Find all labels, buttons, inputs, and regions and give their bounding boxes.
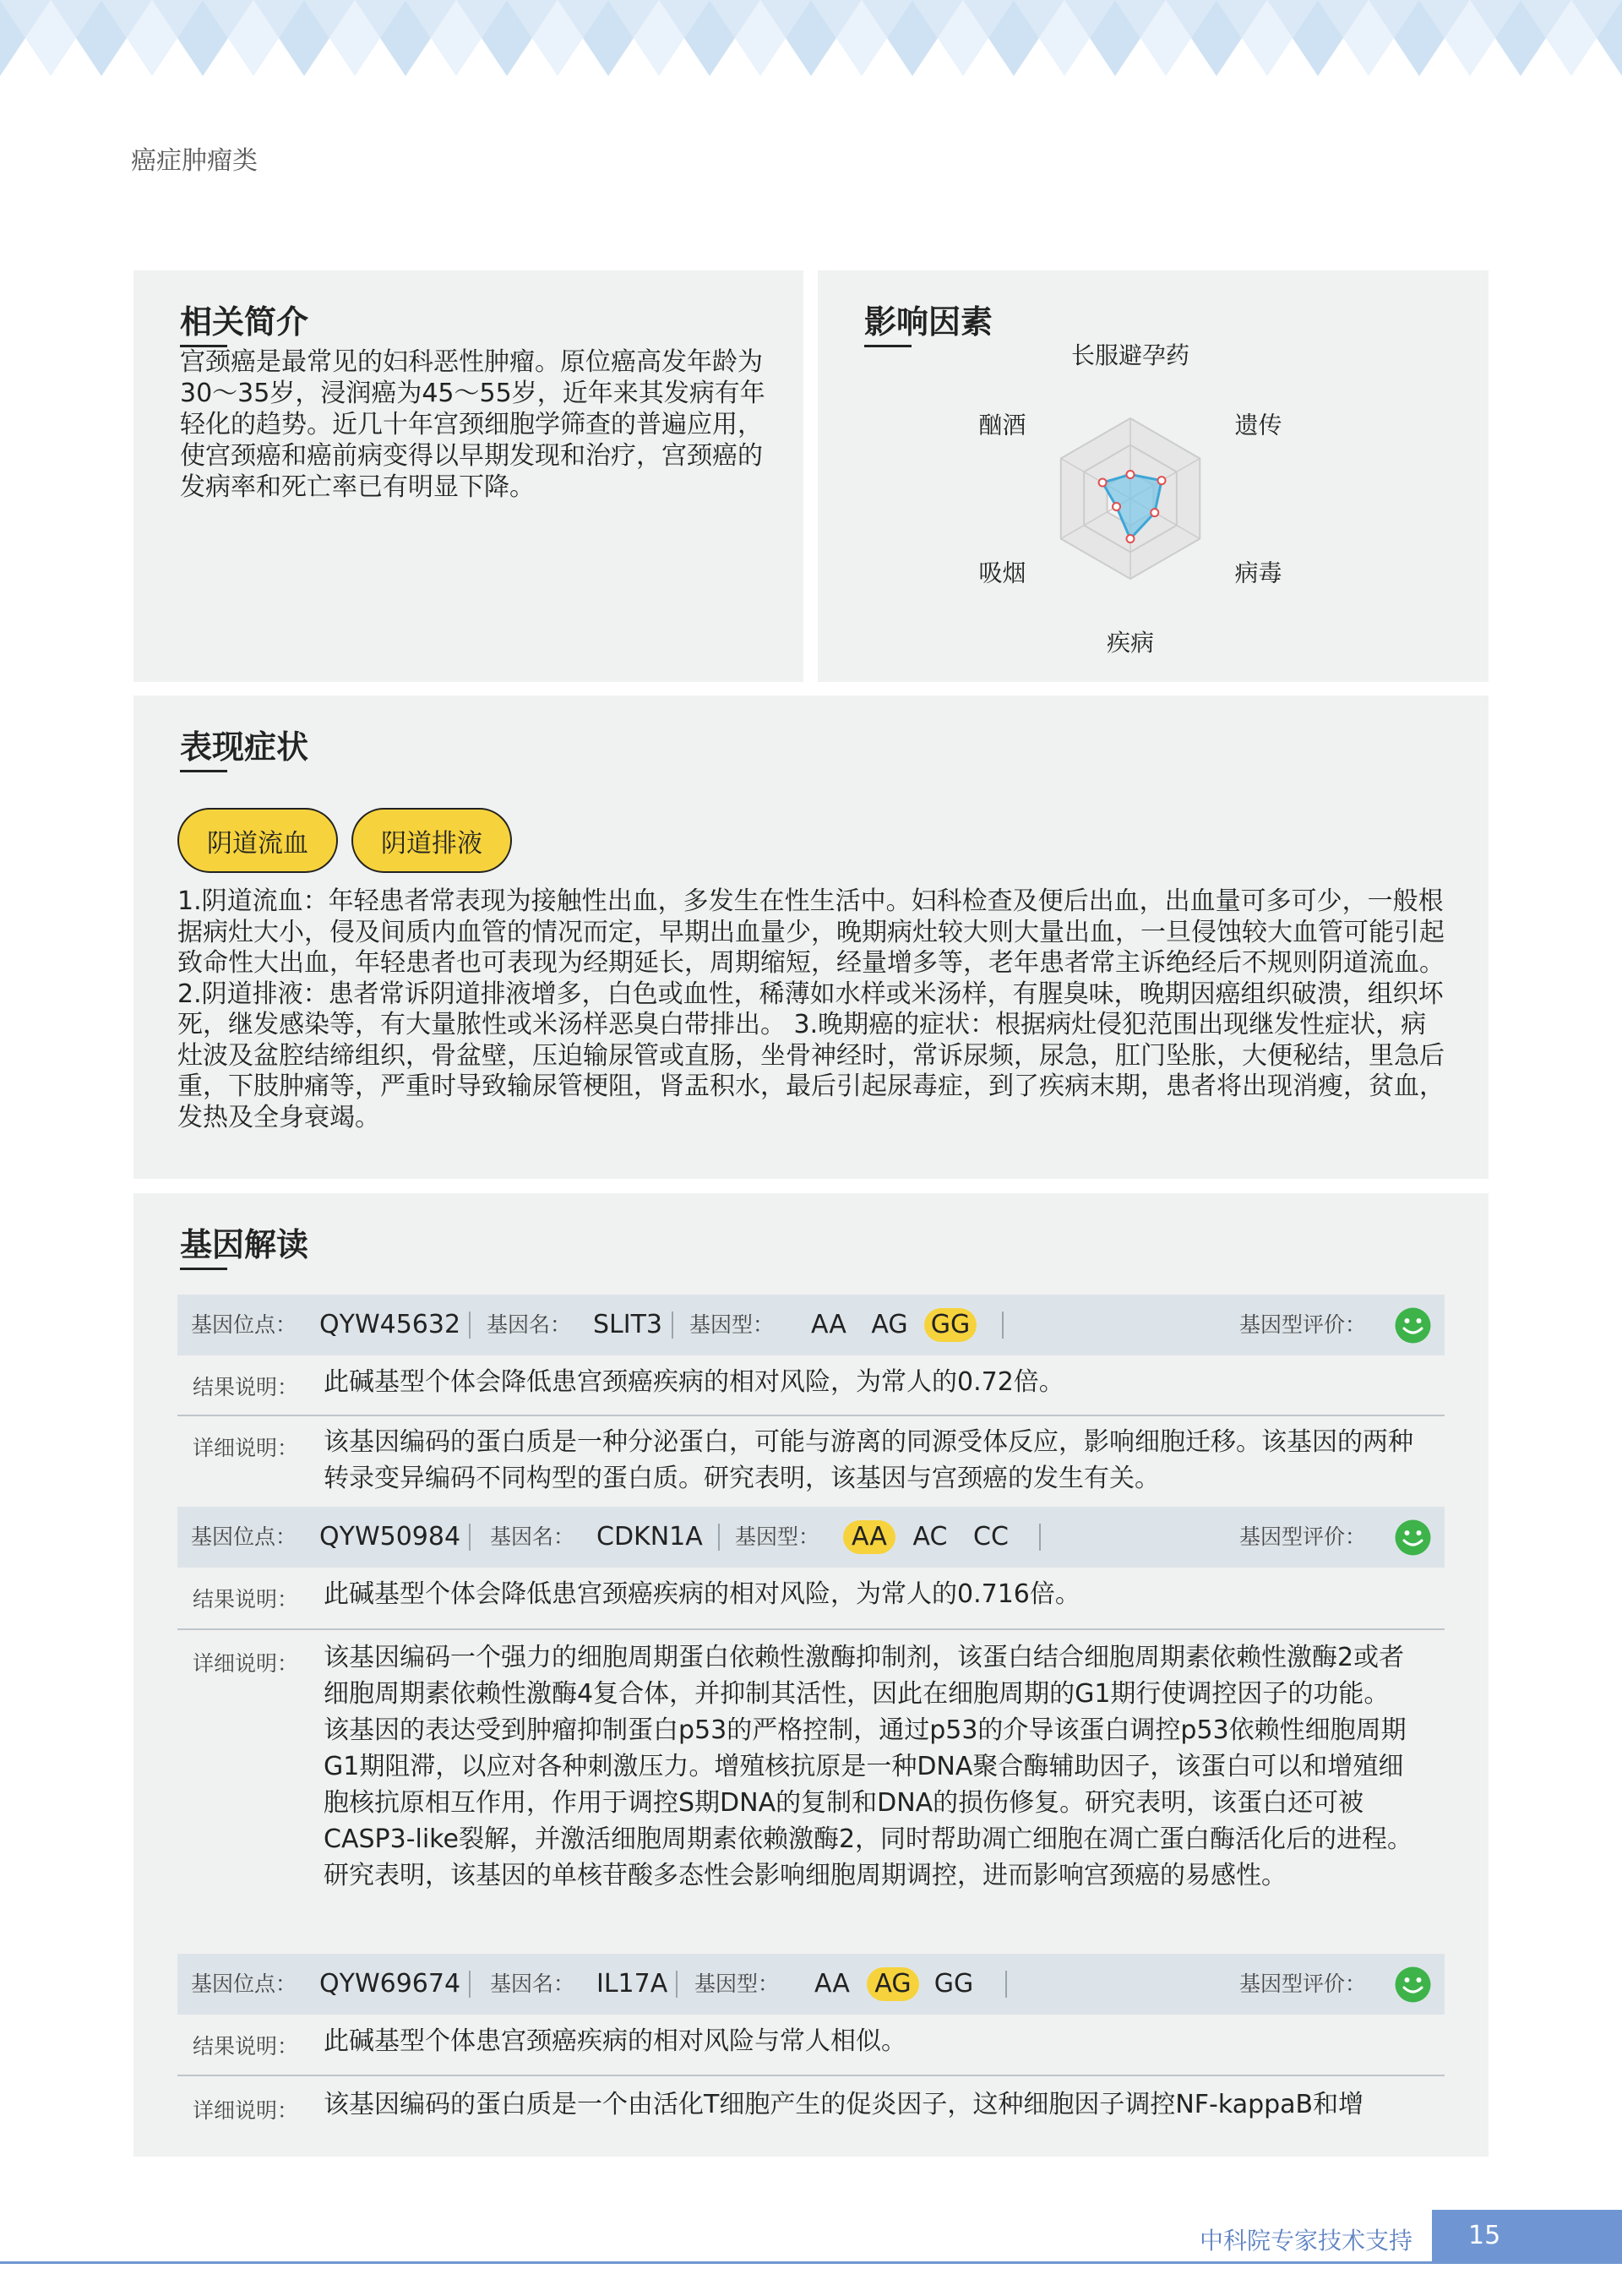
page-category: 癌症肿瘤类 xyxy=(131,146,258,176)
genotype-option: GG xyxy=(933,1969,974,1999)
genotype-label: 基因型： xyxy=(735,1524,820,1549)
genotype-label: 基因型： xyxy=(694,1972,780,1996)
footer-page-box xyxy=(1432,2210,1622,2262)
radar-axis-label: 酗酒 xyxy=(978,411,1026,439)
symptom-chip-vaginal-discharge: 阴道排液 xyxy=(351,808,512,873)
row-divider xyxy=(177,1415,1445,1416)
divider xyxy=(1039,1524,1041,1551)
symptoms-title: 表现症状 xyxy=(180,728,309,766)
gene-name-label: 基因名： xyxy=(487,1312,572,1337)
radar-axis-label: 吸烟 xyxy=(978,559,1026,587)
header-pattern xyxy=(0,0,1622,76)
detail-label: 详细说明： xyxy=(193,1436,299,1460)
radar-axis-label: 长服避孕药 xyxy=(1070,341,1190,369)
title-underline xyxy=(180,770,227,772)
intro-text: 宫颈癌是最常见的妇科恶性肿瘤。原位癌高发年龄为30～35岁，浸润癌为45～55岁，近年来其发病有年轻化的趋势。近几十年宫颈细胞学筛查的普遍应用，使宫颈癌和癌前病变得以早期发现和治疗，宫颈癌的发病率和死亡率已有明显下降。 xyxy=(180,347,765,502)
factors-panel xyxy=(818,270,1489,682)
result-label: 结果说明： xyxy=(193,2034,299,2059)
locus-label: 基因位点： xyxy=(191,1524,297,1549)
genotype-option: AA xyxy=(814,1969,850,1999)
symptom-chip-vaginal-bleeding: 阴道流血 xyxy=(177,808,338,873)
result-text: 此碱基型个体会降低患宫颈癌疾病的相对风险，为常人的0.716倍。 xyxy=(324,1579,1080,1609)
evaluation-label: 基因型评价： xyxy=(1239,1524,1367,1549)
evaluation-label: 基因型评价： xyxy=(1239,1312,1367,1337)
gene-name-label: 基因名： xyxy=(490,1972,575,1996)
detail-text: 该基因编码一个强力的细胞周期蛋白依赖性激酶抑制剂，该蛋白结合细胞周期素依赖性激酶2或者细胞周期素依赖性激酶4复合体，并抑制其活性，因此在细胞周期的G1期行使调控因子的功能。该基因的表达受到肿瘤抑制蛋白p53的严格控制，通过p53的介导该蛋白调控p53依赖性细胞周期G1期阻滞，以应对各种刺激压力。增殖核抗原是一种DNA聚合酶辅助因子，该蛋白可以和增殖细胞核抗原相互作用，作用于调控S期DNA的复制和DNA的损伤修复。研究表明，该蛋白还可被CASP3-like裂解，并激活细胞周期素依赖激酶2，同时帮助凋亡细胞在凋亡蛋白酶活化后的进程。研究表明，该基因的单核苷酸多态性会影响细胞周期调控，进而影响宫颈癌的易感性。 xyxy=(324,1643,1413,1890)
title-underline xyxy=(180,1268,227,1270)
result-text: 此碱基型个体会降低患宫颈癌疾病的相对风险，为常人的0.72倍。 xyxy=(324,1367,1064,1397)
divider xyxy=(469,1971,471,1998)
genotype-option-selected: GG xyxy=(924,1308,977,1342)
divider xyxy=(672,1312,673,1339)
radar-axis-label: 病毒 xyxy=(1234,559,1282,587)
radar-data-point xyxy=(1113,503,1120,510)
smiley-icon xyxy=(1394,1966,1432,2004)
radar-data-point xyxy=(1151,509,1158,516)
gene-name-value: IL17A xyxy=(596,1969,668,1999)
row-divider xyxy=(177,1628,1445,1630)
gene-header-row xyxy=(177,1954,1445,2015)
smiley-icon xyxy=(1394,1519,1432,1557)
genotype-option: AC xyxy=(912,1522,948,1552)
symptoms-text: 1.阴道流血：年轻患者常表现为接触性出血，多发生在性生活中。妇科检查及便后出血，出血量可多可少，一般根据病灶大小，侵及间质内血管的情况而定，早期出血量少，晚期病灶较大则大量出血，一旦侵蚀较大血管可能引起致命性大出血，年轻患者也可表现为经期延长，周期缩短，经量增多等，老年患者常主诉绝经后不规则阴道流血。 2.阴道排液：患者常诉阴道排液增多，白色或血性，稀薄如水样或米汤样，有腥臭味，晚期因癌组织破溃，组织坏死，继发感染等，有大量脓性或米汤样恶臭白带排出。 3.晚期癌的症状：根据病灶侵犯范围出现继发性症状，病灶波及盆腔结缔组织，骨盆壁，压迫输尿管或直肠，坐骨神经时，常诉尿频，尿急，肛门坠胀，大便秘结，里急后重，下肢肿痛等，严重时导致输尿管梗阻，肾盂积水，最后引起尿毒症，到了疾病末期，患者将出现消瘦，贫血，发热及全身衰竭。 xyxy=(177,886,1445,1132)
genotype-label: 基因型： xyxy=(689,1312,775,1337)
gene-header-row xyxy=(177,1295,1445,1355)
radar-data-point xyxy=(1158,477,1166,484)
genotype-option-selected: AA xyxy=(843,1520,895,1554)
gene-header-row xyxy=(177,1507,1445,1568)
intro-panel xyxy=(133,270,803,682)
divider xyxy=(1005,1971,1007,1998)
detail-text: 该基因编码的蛋白质是一个由活化T细胞产生的促炎因子，这种细胞因子调控NF-kappaB和增 xyxy=(324,2090,1364,2119)
divider xyxy=(718,1524,720,1551)
footer-support-text: 中科院专家技术支持 xyxy=(1200,2227,1413,2255)
radar-data-point xyxy=(1127,471,1135,478)
gene-panel xyxy=(133,1193,1489,2157)
evaluation-label: 基因型评价： xyxy=(1239,1972,1367,1996)
divider xyxy=(676,1971,678,1998)
result-text: 此碱基型个体患宫颈癌疾病的相对风险与常人相似。 xyxy=(324,2026,906,2056)
radar-axis-label: 疾病 xyxy=(1106,629,1155,657)
intro-title: 相关简介 xyxy=(180,303,309,341)
symptoms-panel xyxy=(133,695,1489,1179)
genes-title: 基因解读 xyxy=(180,1226,309,1263)
locus-value: QYW50984 xyxy=(319,1522,461,1552)
row-divider xyxy=(177,2075,1445,2076)
locus-value: QYW45632 xyxy=(319,1310,461,1339)
genotype-option: AG xyxy=(871,1310,908,1339)
genotype-option: CC xyxy=(973,1522,1009,1552)
divider xyxy=(469,1524,471,1551)
result-label: 结果说明： xyxy=(193,1375,299,1399)
locus-label: 基因位点： xyxy=(191,1312,297,1337)
locus-value: QYW69674 xyxy=(319,1969,461,1999)
detail-label: 详细说明： xyxy=(193,1651,299,1676)
radar-axis-label: 遗传 xyxy=(1234,411,1282,439)
gene-name-value: SLIT3 xyxy=(593,1310,663,1339)
smiley-icon xyxy=(1394,1306,1432,1344)
genotype-option-selected: AG xyxy=(867,1967,919,2001)
divider xyxy=(469,1312,471,1339)
radar-data-point xyxy=(1127,535,1135,543)
divider xyxy=(1002,1312,1004,1339)
footer-line xyxy=(0,2261,1622,2264)
radar-chart xyxy=(818,270,1489,682)
factors-title: 影响因素 xyxy=(864,303,993,341)
gene-name-label: 基因名： xyxy=(490,1524,575,1549)
gene-name-value: CDKN1A xyxy=(596,1522,703,1552)
detail-label: 详细说明： xyxy=(193,2098,299,2123)
genotype-option: AA xyxy=(811,1310,846,1339)
page-number: 15 xyxy=(1468,2221,1501,2250)
radar-data-point xyxy=(1099,479,1107,487)
result-label: 结果说明： xyxy=(193,1587,299,1612)
detail-text: 该基因编码的蛋白质是一种分泌蛋白，可能与游离的同源受体反应，影响细胞迁移。该基因的两种转录变异编码不同构型的蛋白质。研究表明，该基因与宫颈癌的发生有关。 xyxy=(324,1427,1413,1493)
locus-label: 基因位点： xyxy=(191,1972,297,1996)
